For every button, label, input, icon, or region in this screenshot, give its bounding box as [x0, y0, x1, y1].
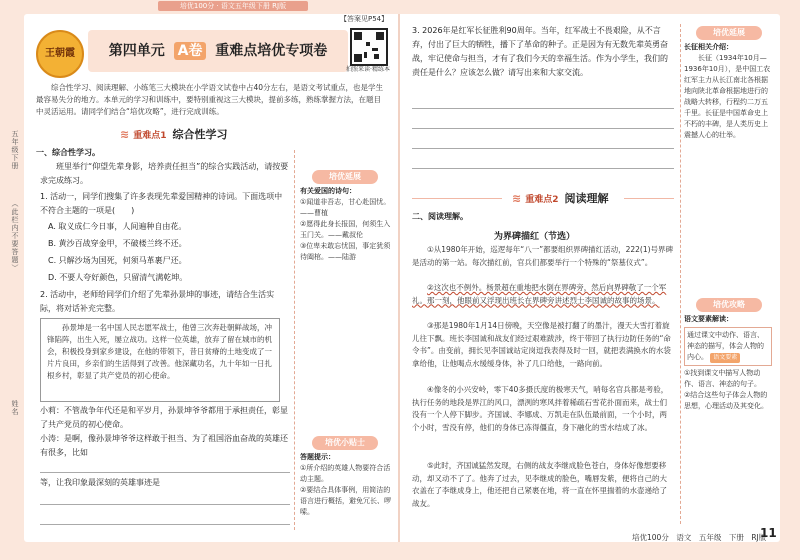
question-group-1: 一、综合性学习。 [36, 148, 100, 157]
question-2: 2. 活动中，老师给同学们介绍了先辈孙景坤的事迹，请结合生活实际，将对话补充完整。 [40, 290, 275, 313]
spine-label-bottom: 姓名 [11, 400, 19, 416]
unit-label: 第四单元 [108, 43, 165, 59]
page-fold [398, 14, 400, 542]
brand-logo: 王朝霞 [36, 30, 84, 78]
section2-title: 阅读理解 [564, 192, 609, 205]
note2-item: ①所介绍的英雄人物要符合活动主题。 [300, 464, 391, 483]
top-banner [0, 0, 800, 12]
answer-line-6[interactable] [412, 148, 674, 149]
note4-lead: 通过课文中动作、语言、神态的描写，体会人物的内心。 [687, 331, 764, 361]
note4-heading: 语文要素解读： [684, 315, 733, 323]
note2-tab: 培优小贴士 [312, 436, 378, 450]
note4-lead-box [684, 327, 772, 366]
answer-line-4[interactable] [412, 108, 674, 109]
title-main: 重难点培优专项卷 [215, 43, 328, 59]
option-d[interactable]: D. 不要人夸好颜色，只留清气满乾坤。 [48, 273, 188, 282]
activity-scenario: 班里举行“仰望先辈身影，培养责任担当”的综合实践活动，请按要求完成练习。 [40, 162, 289, 185]
page-number: 11 [760, 526, 777, 540]
option-c[interactable]: C. 只解沙场为国死，何须马革裹尸还。 [48, 256, 187, 265]
series-badge: 培优100分 · 语文五年级下册 RJ版 [158, 1, 308, 11]
note4-item: ②结合这些句子体会人物的思想，心理活动及其变化。 [684, 391, 768, 410]
option-b[interactable]: B. 黄沙百战穿金甲，不破楼兰终不还。 [48, 239, 187, 248]
note3-text: 长征（1934年10月—1936年10月），是中国工农红军主力从长江南北各根据地向陕北革命根据地进行的战略大转移，行程约二万五千里。长征是中国革命史上不朽的丰碑，是人类历史上震撼人心的壮举。 [684, 54, 771, 139]
section1-heading [120, 126, 227, 142]
reading-paragraph-2: ②这次也不例外。杨景超在重地把水倒在界碑旁，然后向界碑敬了一个军礼。那一刻，他眼前又浮现出班长在界碑旁讲述烈士李国诚的故事的场景。 [412, 283, 667, 305]
section2-tag: 重难点2 [525, 195, 559, 205]
note-divider-right [680, 24, 681, 524]
reading-title: 为界碑描红（节选） [494, 232, 576, 242]
answer-line-1[interactable] [40, 472, 290, 473]
answer-line-3[interactable] [40, 524, 290, 525]
note2-body [300, 452, 392, 518]
answer-key-note: 【答案见P54】 [340, 15, 389, 23]
section1-tag: 重难点1 [133, 131, 167, 141]
wave-icon: ≋ [512, 192, 522, 205]
section2-rule-right [624, 198, 674, 199]
footer-series: 培优100分 语文 五年级 下册 RJ版 [632, 533, 767, 542]
question-1: 1. 活动一，同学们搜集了许多表现先辈爱国精神的诗词。下面选项中不符合主题的一项是( ) [40, 192, 283, 215]
note4-tab: 培优攻略 [696, 298, 762, 312]
answer-line-7[interactable] [412, 168, 674, 169]
note4-body [684, 314, 772, 412]
question-group-2: 二、阅读理解。 [412, 212, 468, 221]
note3-tab: 培优延展 [696, 26, 762, 40]
wave-icon: ≋ [120, 128, 130, 141]
dialogue-continue: 等，让我印象最深刻的英雄事迹是 [40, 478, 160, 487]
answer-line-5[interactable] [412, 128, 674, 129]
note1-item: ②愿得此身长报国，何须生入玉门关。——戴叔伦 [300, 220, 391, 239]
hero-story-box: 孙景坤是一名中国人民志愿军战士，他曾三次奔赴朝鲜战场，冲锋陷阵，出生入死，屡立战功。这样一位英雄，放弃了留在城市的机会，积极投身到家乡建设，在他的带领下，昔日贫瘠的土地变成了一片片良田，乡亲们的生活得到了改善。他深藏功名，九十年如一日扎根乡村，彰显了共产党员的初心使命。 [40, 318, 280, 402]
qr-code[interactable] [350, 28, 388, 66]
reading-paragraph-3: ③那是1980年1月14日傍晚，天空像是被打翻了的墨汁，漫天大雪打着旋儿往下飘。班长李国诚和战友们经过艰难跋涉，终于带回了执行边防任务的“命令书”。由变前，拥长见李国诚站定岗逗我表得及时一回，就把表满换水的水袋拿给他，让他喝点水缓缓身体，补了几口给他，一路向前。 [412, 321, 671, 368]
reading-paragraph-1: ①从1980年开始，巡逻每年“八一”都要组织界碑描红活动，222(1)号界碑是活动的第一站。每次描红前，官兵们都要举行一个特殊的“祭墓仪式”。 [412, 245, 674, 267]
unit-title [88, 30, 348, 72]
note1-item: ③位卑未敢忘忧国，事定犹须待阖棺。——陆游 [300, 242, 391, 261]
dialogue-xiaotao: 小涛：是啊，像孙景坤爷爷这样敢于担当、为了祖国浴血奋战的英雄还有很多，比如 [40, 434, 288, 457]
note3-body [684, 42, 772, 141]
option-a[interactable]: A. 取义成仁今日事，人间遍种自由花。 [48, 222, 187, 231]
section2-heading [512, 190, 608, 206]
note1-item: ①闻道非吾志，甘心赴国忧。——曹植 [300, 198, 391, 217]
note1-heading: 有关爱国的诗句： [300, 187, 356, 195]
spine-label-top: 五年级下册 [11, 130, 19, 170]
note2-item: ②要结合具体事例，用简洁的语言进行概括，避免冗长、啰嗦。 [300, 486, 391, 516]
note1-tab: 培优延展 [312, 170, 378, 184]
note4-item: ①找到课文中描写人物动作、语言、神态的句子。 [684, 369, 761, 388]
note2-heading: 答题提示： [300, 453, 335, 461]
note1-body [300, 186, 392, 263]
reading-paragraph-4: ④像冬的小兴安岭，零下40多摄氏度的极寒天气，哨每名官兵都是考验，执行任务的地段是界江的风口，漂洌的寒风拌着稀疏石雪花扑面而来，战士们没有一个人停下脚步。齐国诚、李娜成、万凯走在队伍最前面，一个小时，两个小时，雪没有停，他们的身体已冻得僵直，身下融化的雪水结成了冰。 [412, 385, 669, 432]
qr-caption: 拍照来读·精练本 [346, 66, 390, 73]
dialogue-xiaoli: 小莉：不管战争年代还是和平岁月，孙景坤爷爷都用于承担责任，彰显了共产党员的初心使命。 [40, 406, 288, 429]
section1-title: 综合性学习 [172, 128, 228, 141]
intro-paragraph: 综合性学习、阅读理解、小练笔三大模块在小学语文试卷中占40分左右，是语文考试重点，也是学生最容易失分的地方。本单元的学习和训练中，要特别重视这三大模块，提前多练，熟练掌握方法，在题目中灵活运用。请同学们结合“培优攻略”，进行完成训练。 [36, 83, 384, 116]
note4-pill: 语文要素 [710, 353, 740, 363]
level-badge: A卷 [174, 42, 207, 60]
note3-heading: 长征相关介绍： [684, 43, 733, 51]
section2-rule-left [412, 198, 502, 199]
spine-notice: （此栏内不要答题） [11, 200, 19, 272]
question-3: 3. 2026年是红军长征胜利90周年。当年，红军战士不畏艰险，从不言弃，付出了巨大的牺牲，播下了革命的种子。正是因为有无数先辈英勇奋战，牢记使命与担当，才有了我们今天的幸福生活。作为小学生，我们的责任是什么？应该怎么做？请写出来和大家交流。 [412, 26, 668, 77]
note-divider-left [294, 150, 295, 530]
reading-paragraph-5: ⑤此时，齐国诚猛然发现，右侧的战友李继成脸色苍白，身体好像想要移动，却又动不了了。他奔了过去，见李继成的脸色，嘴唇发紫，便将自己的大衣盖在了李继成身上，他还把自己紧裹在地，将一直在怀里揣着的水壶递给了战友。 [412, 461, 667, 508]
answer-line-2[interactable] [40, 504, 290, 505]
